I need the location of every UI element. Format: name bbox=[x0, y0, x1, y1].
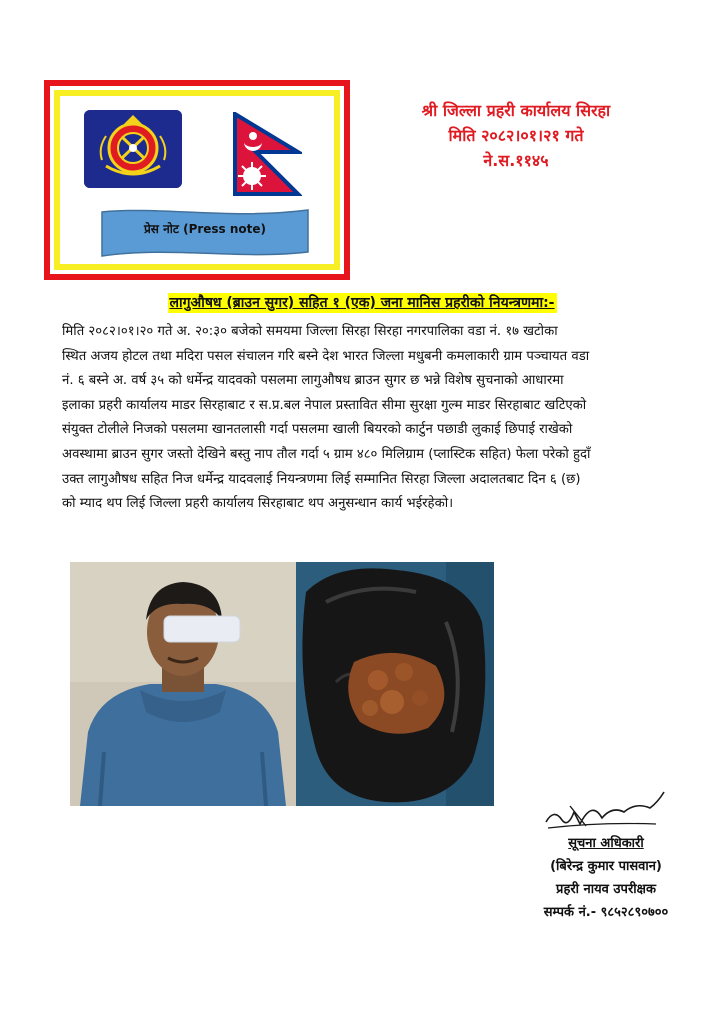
header-inner-frame bbox=[54, 90, 340, 270]
signoff-name: (बिरेन्द्र कुमार पासवान) bbox=[550, 859, 662, 874]
body-paragraph bbox=[62, 320, 672, 517]
signoff-block bbox=[516, 832, 696, 924]
body-line: नं. ६ बस्ने अ. वर्ष ३५ को धर्मेन्द्र यादवको पसलमा लागुऔषध ब्राउन सुगर छ भन्ने विशेष सुचनाको आधारमा bbox=[62, 373, 564, 389]
body-line: अवस्थामा ब्राउन सुगर जस्तो देखिने बस्तु नाप तौल गर्दा ५ ग्राम ४८० मिलिग्राम (प्लास्टिक सहित) फेला परेको हुदाँ bbox=[62, 446, 591, 462]
signoff-role: सूचना अधिकारी bbox=[568, 836, 644, 851]
press-note-label: प्रेस नोट (Press note) bbox=[143, 222, 267, 236]
signoff-rank: प्रहरी नायव उपरीक्षक bbox=[556, 882, 656, 897]
headline: लागुऔषध (ब्राउन सुगर) सहित १ (एक) जना मानिस प्रहरीको नियन्त्रणमा:- bbox=[169, 295, 555, 311]
date-line: मिति २०८२।०१।२१ गते bbox=[448, 126, 584, 145]
body-line: मिति २०८२।०१।२० गते अ. २०:३० बजेको समयमा जिल्ला सिरहा सिरहा नगरपालिका वडा नं. १७ खटोका bbox=[62, 324, 558, 339]
body-line: इलाका प्रहरी कार्यालय माडर सिरहाबाट र स.प्र.बल नेपाल प्रस्तावित सीमा सुरक्षा गुल्म माडर सिरहाबाट खटिएको bbox=[62, 397, 587, 413]
signoff-contact: सम्पर्क नं.- ९८५२८९०७०० bbox=[543, 905, 669, 920]
suspect-photo bbox=[70, 562, 296, 806]
body-line: उक्त लागुऔषध सहित निज धर्मेन्द्र यादवलाई नियन्त्रणमा लिई सम्मानित सिरहा जिल्ला अदालतबाट दिन ६ (छ) bbox=[62, 471, 581, 487]
nepal-police-logo-icon bbox=[84, 110, 182, 188]
signature bbox=[540, 782, 670, 834]
office-header bbox=[386, 98, 646, 173]
reference-number: ने.स.११४५ bbox=[483, 151, 549, 170]
body-line: संयुक्त टोलीले निजको पसलमा खानतलासी गर्दा पसलमा खाली बियरको कार्टुन पछाडी लुकाई छिपाई राखेको bbox=[62, 422, 573, 438]
press-note-header-box bbox=[44, 80, 350, 280]
headline-wrap bbox=[0, 292, 724, 313]
body-line: स्थित अजय होटल तथा मदिरा पसल संचालन गरि बस्ने देश भारत जिल्ला मधुबनी कमलाकारी ग्राम पञ्चायत वडा bbox=[62, 348, 590, 364]
body-line: को म्याद थप लिई जिल्ला प्रहरी कार्यालय सिरहाबाट थप अनुसन्धान कार्य भईरहेको। bbox=[62, 496, 454, 512]
office-name: श्री जिल्ला प्रहरी कार्यालय सिरहा bbox=[421, 101, 611, 120]
nepal-flag-icon bbox=[232, 112, 302, 196]
evidence-photo bbox=[296, 562, 494, 806]
